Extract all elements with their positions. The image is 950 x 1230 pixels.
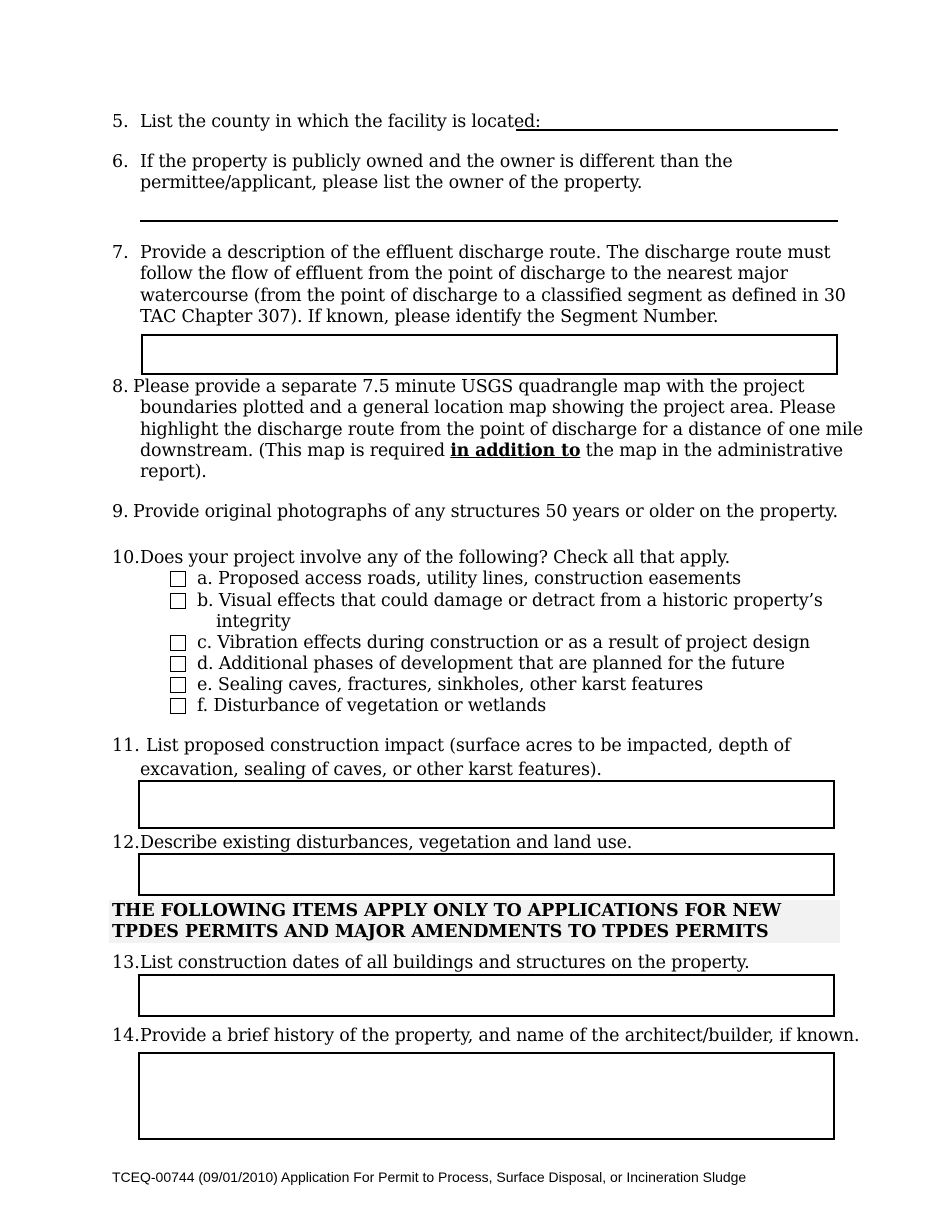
q5-text: List the county in which the facility is located: — [140, 112, 541, 132]
section-header-line-1: THE FOLLOWING ITEMS APPLY ONLY TO APPLICATIONS FOR NEW — [112, 901, 782, 921]
q7-line-1: Provide a description of the effluent discharge route. The discharge route must — [140, 243, 831, 263]
checkbox-vibration-effects[interactable] — [170, 635, 186, 651]
q5-number: 5. — [112, 112, 129, 132]
q14-number: 14. — [112, 1026, 140, 1046]
discharge-route-input[interactable] — [141, 334, 838, 375]
option-d-label: d. Additional phases of development that are planned for the future — [197, 654, 785, 674]
q11-line-2: excavation, sealing of caves, or other karst features). — [140, 760, 602, 780]
property-history-input[interactable] — [138, 1052, 835, 1140]
checkbox-access-roads[interactable] — [170, 571, 186, 587]
q7-line-3: watercourse (from the point of discharge to a classified segment as defined in 30 — [140, 286, 846, 306]
q9-text: Provide original photographs of any structures 50 years or older on the property. — [133, 502, 838, 522]
q6-line-2: permittee/applicant, please list the owner of the property. — [140, 173, 643, 193]
checkbox-vegetation-disturbance[interactable] — [170, 698, 186, 714]
option-b-label: b. Visual effects that could damage or detract from a historic property’s — [197, 591, 823, 611]
q8-line-5: report). — [140, 462, 207, 482]
construction-impact-input[interactable] — [138, 780, 835, 829]
q7-number: 7. — [112, 243, 129, 263]
checkbox-additional-phases[interactable] — [170, 656, 186, 672]
q13-text: List construction dates of all buildings and structures on the property. — [140, 953, 750, 973]
option-e-label: e. Sealing caves, fractures, sinkholes, other karst features — [197, 675, 703, 695]
q8-number: 8. — [112, 377, 129, 397]
q14-text: Provide a brief history of the property, and name of the architect/builder, if known. — [140, 1026, 860, 1046]
q6-number: 6. — [112, 152, 129, 172]
q12-number: 12. — [112, 833, 140, 853]
checkbox-visual-effects[interactable] — [170, 593, 186, 609]
q8-line-3: highlight the discharge route from the point of discharge for a distance of one mile — [140, 420, 863, 440]
checkbox-sealing-caves[interactable] — [170, 677, 186, 693]
q6-line-1: If the property is publicly owned and the owner is different than the — [140, 152, 733, 172]
q8-line-4-before: downstream. (This map is required — [140, 441, 451, 461]
q7-line-2: follow the flow of effluent from the point of discharge to the nearest major — [140, 264, 788, 284]
page-footer: TCEQ-00744 (09/01/2010) Application For Permit to Process, Surface Disposal, or Incineration Sludge — [112, 1169, 747, 1185]
q7-line-4: TAC Chapter 307). If known, please identify the Segment Number. — [140, 307, 719, 327]
option-a-label: a. Proposed access roads, utility lines, construction easements — [197, 569, 741, 589]
q13-number: 13. — [112, 953, 140, 973]
construction-dates-input[interactable] — [138, 974, 835, 1017]
option-b-continuation: integrity — [216, 612, 291, 632]
property-owner-field[interactable] — [140, 220, 838, 222]
q8-line-4-after: the map in the administrative — [580, 441, 843, 461]
q8-emphasis: in addition to — [450, 441, 581, 461]
q12-text: Describe existing disturbances, vegetation and land use. — [140, 833, 633, 853]
option-f-label: f. Disturbance of vegetation or wetlands — [197, 696, 547, 716]
q8-line-4 — [140, 441, 843, 462]
section-header-line-2: TPDES PERMITS AND MAJOR AMENDMENTS TO TPDES PERMITS — [112, 922, 769, 942]
q11-number: 11. — [112, 736, 140, 756]
county-field[interactable] — [516, 129, 838, 131]
existing-disturbances-input[interactable] — [138, 853, 835, 896]
q8-line-2: boundaries plotted and a general location map showing the project area. Please — [140, 398, 836, 418]
option-c-label: c. Vibration effects during construction or as a result of project design — [197, 633, 810, 653]
q11-line-1: List proposed construction impact (surface acres to be impacted, depth of — [146, 736, 791, 756]
q10-text: Does your project involve any of the following? Check all that apply. — [140, 548, 731, 568]
q8-line-1: Please provide a separate 7.5 minute USGS quadrangle map with the project — [133, 377, 805, 397]
q9-number: 9. — [112, 502, 129, 522]
q10-number: 10. — [112, 548, 140, 568]
